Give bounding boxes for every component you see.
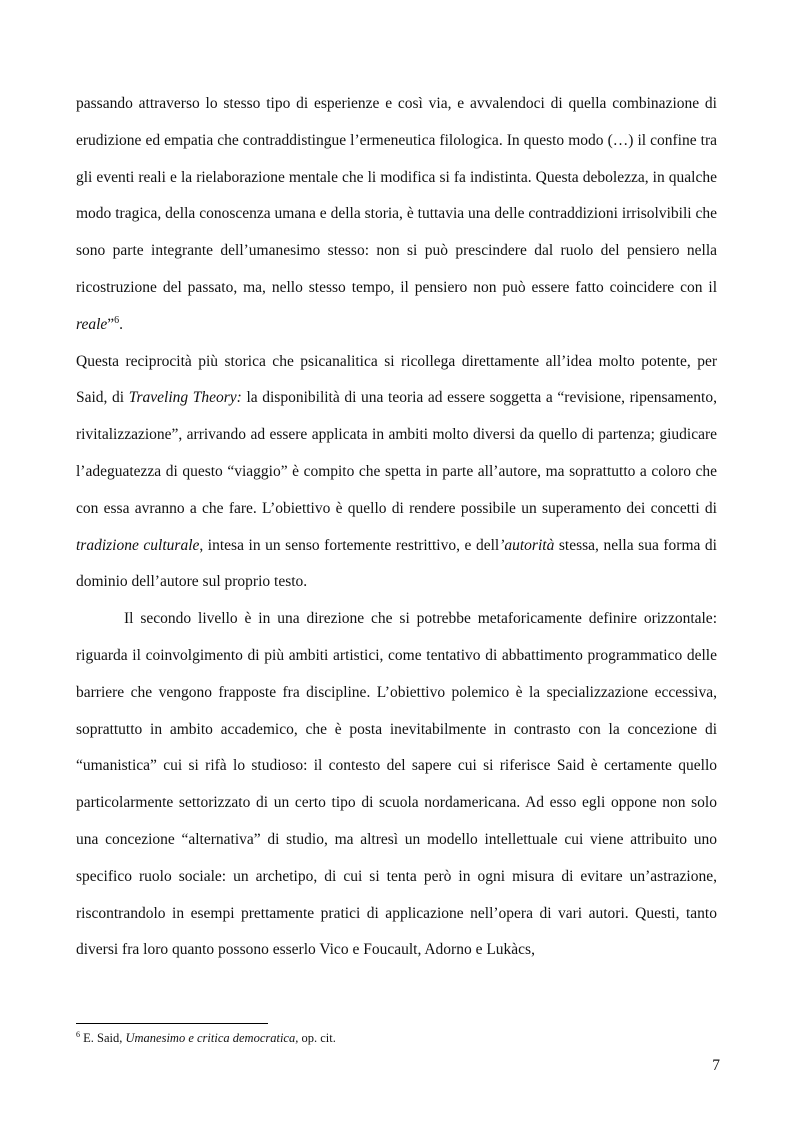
footnote bbox=[76, 1030, 717, 1046]
paragraph-text: passando attraverso lo stesso tipo di esperienze e così via, e avvalendoci di quella combinazione di erudizione ed empatia che contraddistingue l’ermeneutica filologica. In questo modo (…) il confine tra gli eventi reali e la rielaborazione mentale che li modifica si fa indistinta. Questa debolezza, in qualche modo tragica, della conoscenza umana e della storia, è tuttavia una delle contraddizioni irrisolvibili che sono parte integrante dell’umanesimo stesso: non si può prescindere dal ruolo del pensiero nella ricostruzione del passato, ma, nello stesso tempo, il pensiero non può essere fatto coincidere con il bbox=[76, 95, 717, 296]
closing-quote: ” bbox=[107, 315, 115, 333]
emphasis-text: tradizione culturale bbox=[76, 536, 200, 554]
paragraph-text: la disponibilità di una teoria ad essere soggetta a “revisione, ripensamento, rivitalizzazione”, arrivando ad essere applicata in ambiti molto diversi da quello di partenza; giudicare l’adeguatezza di questo “viaggio” è compito che spetta in parte all’autore, ma soprattutto a coloro che con essa avranno a che fare. L’obiettivo è quello di rendere possibile un superamento dei concetti di bbox=[76, 389, 717, 517]
emphasis-text: ’autorità bbox=[499, 536, 555, 554]
paragraph-text: Questa reciprocità più storica che psicanalitica si ricollega direttamente all’idea molto potente, per Said, di bbox=[76, 352, 717, 407]
footnote-text: E. Said, bbox=[80, 1031, 126, 1045]
footnote-number: 6 bbox=[76, 1029, 80, 1039]
emphasis-text: reale bbox=[76, 315, 108, 333]
paragraph-text: stessa, nella sua forma di dominio dell’autore sul proprio testo. bbox=[76, 536, 717, 591]
paragraph-text: , intesa in un senso fortemente restrittivo, e dell bbox=[199, 536, 500, 554]
body-text bbox=[76, 86, 717, 969]
footnote-text: op. cit. bbox=[298, 1031, 336, 1045]
paragraph-quote-continuation bbox=[76, 86, 717, 344]
paragraph-second-level: Il secondo livello è in una direzione che si potrebbe metaforicamente definire orizzontale: riguarda il coinvolgimento di più ambiti artistici, come tentativo di abbattimento programmatico delle barriere che vengono frapposte fra discipline. L’obiettivo polemico è la specializzazione eccessiva, soprattutto in ambito accademico, che è posta inevitabilmente in contrasto con la concezione di “umanistica” cui si rifà lo studioso: il contesto del sapere cui si riferisce Said è certamente quello particolarmente settorizzato di un certo tipo di scuola nordamericana. Ad esso egli oppone non solo una concezione “alternativa” di studio, ma altresì un modello intellettuale cui viene attribuito uno specifico ruolo sociale: un archetipo, di cui si tenta però in ogni misura di evitare un’astrazione, riscontrandolo in esempi prettamente pratici di applicazione nell’opera di vari autori. Questi, tanto diversi fra loro quanto possono esserlo Vico e Foucault, Adorno e Lukàcs, bbox=[76, 610, 717, 959]
page-number: 7 bbox=[712, 1057, 720, 1074]
footnote-reference[interactable]: 6 bbox=[114, 314, 120, 326]
footnote-divider bbox=[76, 1023, 268, 1024]
footnote-title: Umanesimo e critica democratica, bbox=[125, 1031, 299, 1045]
paragraph-text: . bbox=[119, 315, 124, 333]
paragraph-traveling-theory bbox=[76, 344, 717, 602]
emphasis-text: Traveling Theory: bbox=[128, 389, 242, 407]
